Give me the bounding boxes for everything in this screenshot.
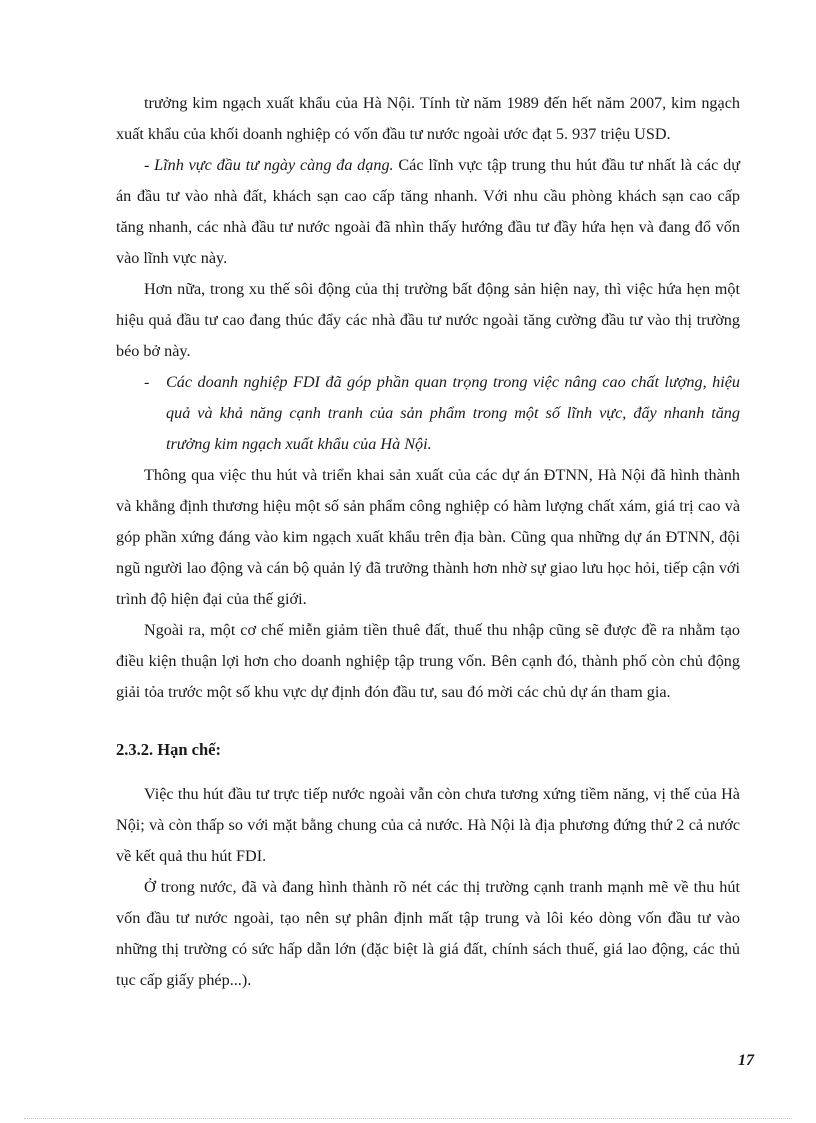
paragraph-land-incentives: Ngoài ra, một cơ chế miễn giảm tiền thuê đất, thuế thu nhập cũng sẽ được đề ra nhằm tạo điều kiện thuận lợi hơn cho doanh nghiệp tập trung vốn. Bên cạnh đó, thành phố còn chủ động giải tỏa trước một số khu vực dự định đón đầu tư, sau đó mời các chủ dự án tham gia. xyxy=(116,621,740,701)
paragraph-investment-fields xyxy=(116,150,740,274)
paragraph-brand-building: Thông qua việc thu hút và triển khai sản xuất của các dự án ĐTNN, Hà Nội đã hình thành và khẳng định thương hiệu một số sản phẩm công nghiệp có hàm lượng chất xám, giá trị cao và góp phần xứng đáng vào kim ngạch xuất khẩu trên địa bàn. Cũng qua những dự án ĐTNN, đội ngũ người lao động và cán bộ quản lý đã trưởng thành hơn nhờ sự giao lưu học hỏi, tiếp cận với trình độ hiện đại của thế giới. xyxy=(116,466,740,608)
list-item-fdi-contribution xyxy=(116,367,740,460)
list-dash-marker: - xyxy=(144,373,150,391)
paragraph-body-text: Các lĩnh vực tập trung thu hút đầu tư nhất là các dự án đầu tư vào nhà đất, khách sạn cao cấp tăng nhanh. Với nhu cầu phòng khách sạn cao cấp tăng nhanh, các nhà đầu tư nước ngoài đã nhìn thấy hướng đầu tư đầy hứa hẹn và đang đổ vốn vào lĩnh vực này. xyxy=(116,156,740,267)
paragraph-domestic-competition: Ở trong nước, đã và đang hình thành rõ nét các thị trường cạnh tranh mạnh mẽ về thu hút vốn đầu tư nước ngoài, tạo nên sự phân định mất tập trung và lôi kéo dòng vốn đầu tư vào những thị trường có sức hấp dẫn lớn (đặc biệt là giá đất, chính sách thuế, giá lao động, các thủ tục cấp giấy phép...). xyxy=(116,878,740,989)
page-number: 17 xyxy=(738,1052,754,1069)
page-bottom-divider xyxy=(24,1118,792,1119)
paragraph-limitations: Việc thu hút đầu tư trực tiếp nước ngoài vẫn còn chưa tương xứng tiềm năng, vị thế của Hà Nội; và còn thấp so với mặt bằng chung của cả nước. Hà Nội là địa phương đứng thứ 2 cả nước về kết quả thu hút FDI. xyxy=(116,785,740,865)
paragraph-lead-italic: - Lĩnh vực đầu tư ngày càng đa dạng. xyxy=(144,156,394,174)
list-item-text: Các doanh nghiệp FDI đã góp phần quan trọng trong việc nâng cao chất lượng, hiệu quả và khả năng cạnh tranh của sản phẩm trong một số lĩnh vực, đẩy nhanh tăng trưởng kim ngạch xuất khẩu của Hà Nội. xyxy=(166,373,740,453)
section-heading: 2.3.2. Hạn chế: xyxy=(116,740,221,759)
paragraph-real-estate: Hơn nữa, trong xu thế sôi động của thị trường bất động sản hiện nay, thì việc hứa hẹn một hiệu quả đầu tư cao đang thúc đẩy các nhà đầu tư nước ngoài tăng cường đầu tư vào thị trường béo bở này. xyxy=(116,280,740,360)
page-body xyxy=(116,88,740,996)
paragraph-export-growth: trưởng kim ngạch xuất khẩu của Hà Nội. Tính từ năm 1989 đến hết năm 2007, kim ngạch xuất khẩu của khối doanh nghiệp có vốn đầu tư nước ngoài ước đạt 5. 937 triệu USD. xyxy=(116,94,740,143)
